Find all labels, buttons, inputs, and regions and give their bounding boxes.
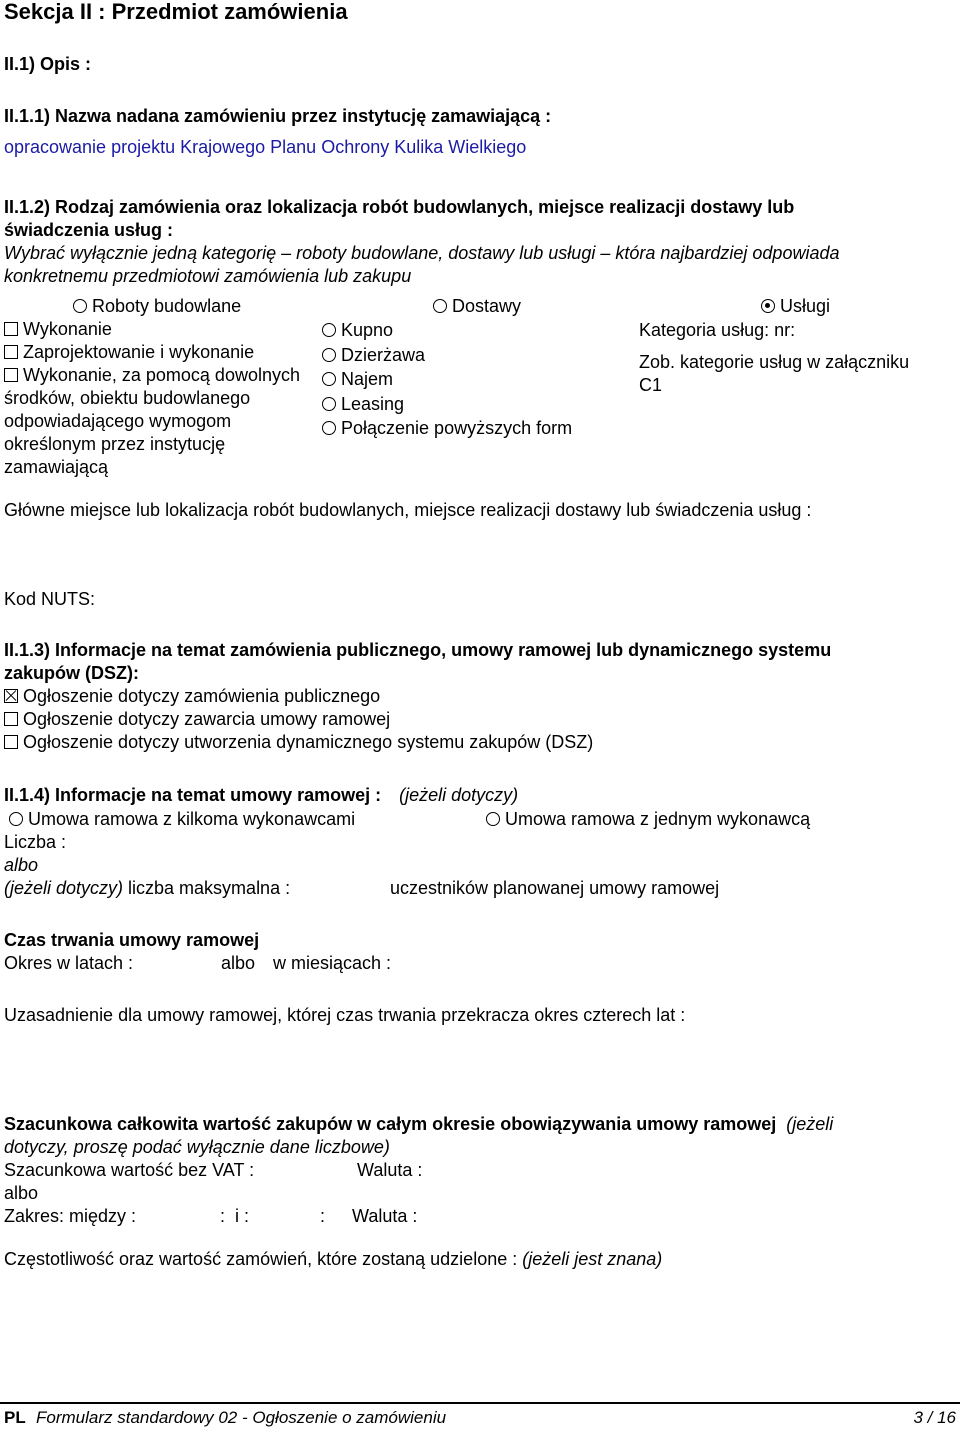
estimate-heading: Szacunkowa całkowita wartość zakupów w całym okresie obowiązywania umowy ramowej <box>4 1114 777 1134</box>
heading-ii-1-4-text: II.1.4) Informacje na temat umowy ramowej : <box>4 785 382 805</box>
category-works[interactable] <box>73 295 241 318</box>
category-services-label: Usługi <box>780 296 831 316</box>
radio-icon[interactable] <box>322 421 336 435</box>
framework-many-operators-label: Umowa ramowa z kilkoma wykonawcami <box>28 809 356 829</box>
radio-selected-icon[interactable] <box>761 299 775 313</box>
notice-framework[interactable] <box>4 708 390 731</box>
duration-years-label: Okres w latach : <box>4 953 134 973</box>
supplies-option-rental-label: Najem <box>341 369 394 389</box>
category-services[interactable] <box>761 295 830 318</box>
duration-months-label: w miesiącach : <box>273 953 392 973</box>
section-title: Sekcja II : Przedmiot zamówienia <box>4 0 348 24</box>
checkbox-icon[interactable] <box>4 322 18 336</box>
estimate-note-line2: dotyczy, proszę podać wyłącznie dane liczbowe) <box>4 1137 390 1157</box>
works-option-3[interactable] <box>4 364 300 387</box>
heading-ii-1-3-line2: zakupów (DSZ): <box>4 663 139 683</box>
or-label: albo <box>4 855 39 875</box>
max-participants-text: liczba maksymalna : <box>123 878 291 898</box>
works-option-1[interactable] <box>4 318 112 341</box>
value-excl-vat-label: Szacunkowa wartość bez VAT : <box>4 1160 255 1180</box>
checkbox-checked-icon[interactable] <box>4 689 18 703</box>
supplies-option-combination-label: Połączenie powyższych form <box>341 418 573 438</box>
footer-rule <box>0 1402 960 1404</box>
works-option-2[interactable] <box>4 341 254 364</box>
notice-dps-label: Ogłoszenie dotyczy utworzenia dynamicznego systemu zakupów (DSZ) <box>23 732 594 752</box>
range-between-label: Zakres: między : <box>4 1206 137 1226</box>
frequency-text: Częstotliwość oraz wartość zamówień, które zostaną udzielone : <box>4 1249 523 1269</box>
max-participants-note: (jeżeli dotyczy) <box>4 878 124 898</box>
heading-ii-1-2-line2: świadczenia usług : <box>4 220 174 240</box>
range-and-label: i : <box>235 1206 250 1226</box>
estimate-heading-line1 <box>4 1113 833 1136</box>
checkbox-icon[interactable] <box>4 735 18 749</box>
notice-dps[interactable] <box>4 731 593 754</box>
supplies-option-lease-label: Dzierżawa <box>341 345 426 365</box>
services-annex-note-line2: C1 <box>639 375 663 395</box>
frequency-label <box>4 1248 662 1271</box>
supplies-option-lease[interactable] <box>322 344 425 367</box>
services-category-label: Kategoria usług: nr: <box>639 320 796 340</box>
notice-public-contract-label: Ogłoszenie dotyczy zamówienia publicznego <box>23 686 381 706</box>
footer-page-number: 3 / 16 <box>913 1408 956 1427</box>
heading-ii-1-3-line1: II.1.3) Informacje na temat zamówienia publicznego, umowy ramowej lub dynamicznego systemu <box>4 640 832 660</box>
heading-ii-1-2-line1: II.1.2) Rodzaj zamówienia oraz lokalizacja robót budowlanych, miejsce realizacji dostawy lub <box>4 197 795 217</box>
footer-form-name: Formularz standardowy 02 - Ogłoszenie o zamówieniu <box>36 1408 447 1427</box>
works-option-3-label-line5: zamawiającą <box>4 457 109 477</box>
estimate-note-line1: (jeżeli <box>786 1114 834 1134</box>
checkbox-icon[interactable] <box>4 712 18 726</box>
notice-framework-label: Ogłoszenie dotyczy zawarcia umowy ramowej <box>23 709 391 729</box>
supplies-option-rental[interactable] <box>322 368 393 391</box>
range-colon-1: : <box>220 1206 226 1226</box>
framework-many-operators[interactable] <box>9 808 355 831</box>
category-note-line2: konkretnemu przedmiotowi zamówienia lub zakupu <box>4 266 412 286</box>
radio-icon[interactable] <box>322 348 336 362</box>
radio-icon[interactable] <box>486 812 500 826</box>
frequency-note: (jeżeli jest znana) <box>522 1249 663 1269</box>
works-option-3-label-line2: środków, obiektu budowlanego <box>4 388 251 408</box>
main-place-label: Główne miejsce lub lokalizacja robót budowlanych, miejsce realizacji dostawy lub świadczenia usług : <box>4 500 812 520</box>
heading-ii-1-1: II.1.1) Nazwa nadana zamówieniu przez instytucję zamawiającą : <box>4 106 552 126</box>
radio-icon[interactable] <box>322 397 336 411</box>
services-annex-note-line1: Zob. kategorie usług w załączniku <box>639 352 910 372</box>
framework-single-operator-label: Umowa ramowa z jednym wykonawcą <box>505 809 811 829</box>
justification-label: Uzasadnienie dla umowy ramowej, której czas trwania przekracza okres czterech lat : <box>4 1005 686 1025</box>
supplies-option-purchase-label: Kupno <box>341 320 394 340</box>
heading-ii-1-4-note: (jeżeli dotyczy) <box>399 785 519 805</box>
range-colon-2: : <box>320 1206 326 1226</box>
works-option-1-label: Wykonanie <box>23 319 112 339</box>
participants-count-label: Liczba : <box>4 832 67 852</box>
currency-label-1: Waluta : <box>357 1160 423 1180</box>
category-works-label: Roboty budowlane <box>92 296 242 316</box>
footer-language: PL <box>4 1408 26 1427</box>
notice-public-contract[interactable] <box>4 685 380 708</box>
contract-name-value: opracowanie projektu Krajowego Planu Ochrony Kulika Wielkiego <box>4 137 527 157</box>
duration-heading: Czas trwania umowy ramowej <box>4 930 260 950</box>
radio-icon[interactable] <box>322 323 336 337</box>
works-option-3-label-line1: Wykonanie, za pomocą dowolnych <box>23 365 300 385</box>
radio-icon[interactable] <box>322 372 336 386</box>
works-option-3-label-line4: określonym przez instytucję <box>4 434 226 454</box>
radio-icon[interactable] <box>73 299 87 313</box>
works-option-3-label-line3: odpowiadającego wymogom <box>4 411 232 431</box>
currency-label-2: Waluta : <box>352 1206 418 1226</box>
supplies-option-combination[interactable] <box>322 417 572 440</box>
participants-suffix: uczestników planowanej umowy ramowej <box>390 878 720 898</box>
supplies-option-leasing[interactable] <box>322 393 404 416</box>
checkbox-icon[interactable] <box>4 368 18 382</box>
radio-icon[interactable] <box>9 812 23 826</box>
estimate-or-label: albo <box>4 1183 39 1203</box>
category-note-line1: Wybrać wyłącznie jedną kategorię – roboty budowlane, dostawy lub usługi – która najbardziej odpowiada <box>4 243 840 263</box>
heading-ii-1: II.1) Opis : <box>4 54 92 74</box>
max-participants-label <box>4 877 290 900</box>
category-supplies-label: Dostawy <box>452 296 522 316</box>
radio-icon[interactable] <box>433 299 447 313</box>
works-option-2-label: Zaprojektowanie i wykonanie <box>23 342 255 362</box>
checkbox-icon[interactable] <box>4 345 18 359</box>
duration-or-label: albo <box>221 953 256 973</box>
framework-single-operator[interactable] <box>486 808 810 831</box>
supplies-option-leasing-label: Leasing <box>341 394 405 414</box>
nuts-code-label: Kod NUTS: <box>4 589 96 609</box>
supplies-option-purchase[interactable] <box>322 319 393 342</box>
heading-ii-1-4 <box>4 784 518 807</box>
category-supplies[interactable] <box>433 295 521 318</box>
